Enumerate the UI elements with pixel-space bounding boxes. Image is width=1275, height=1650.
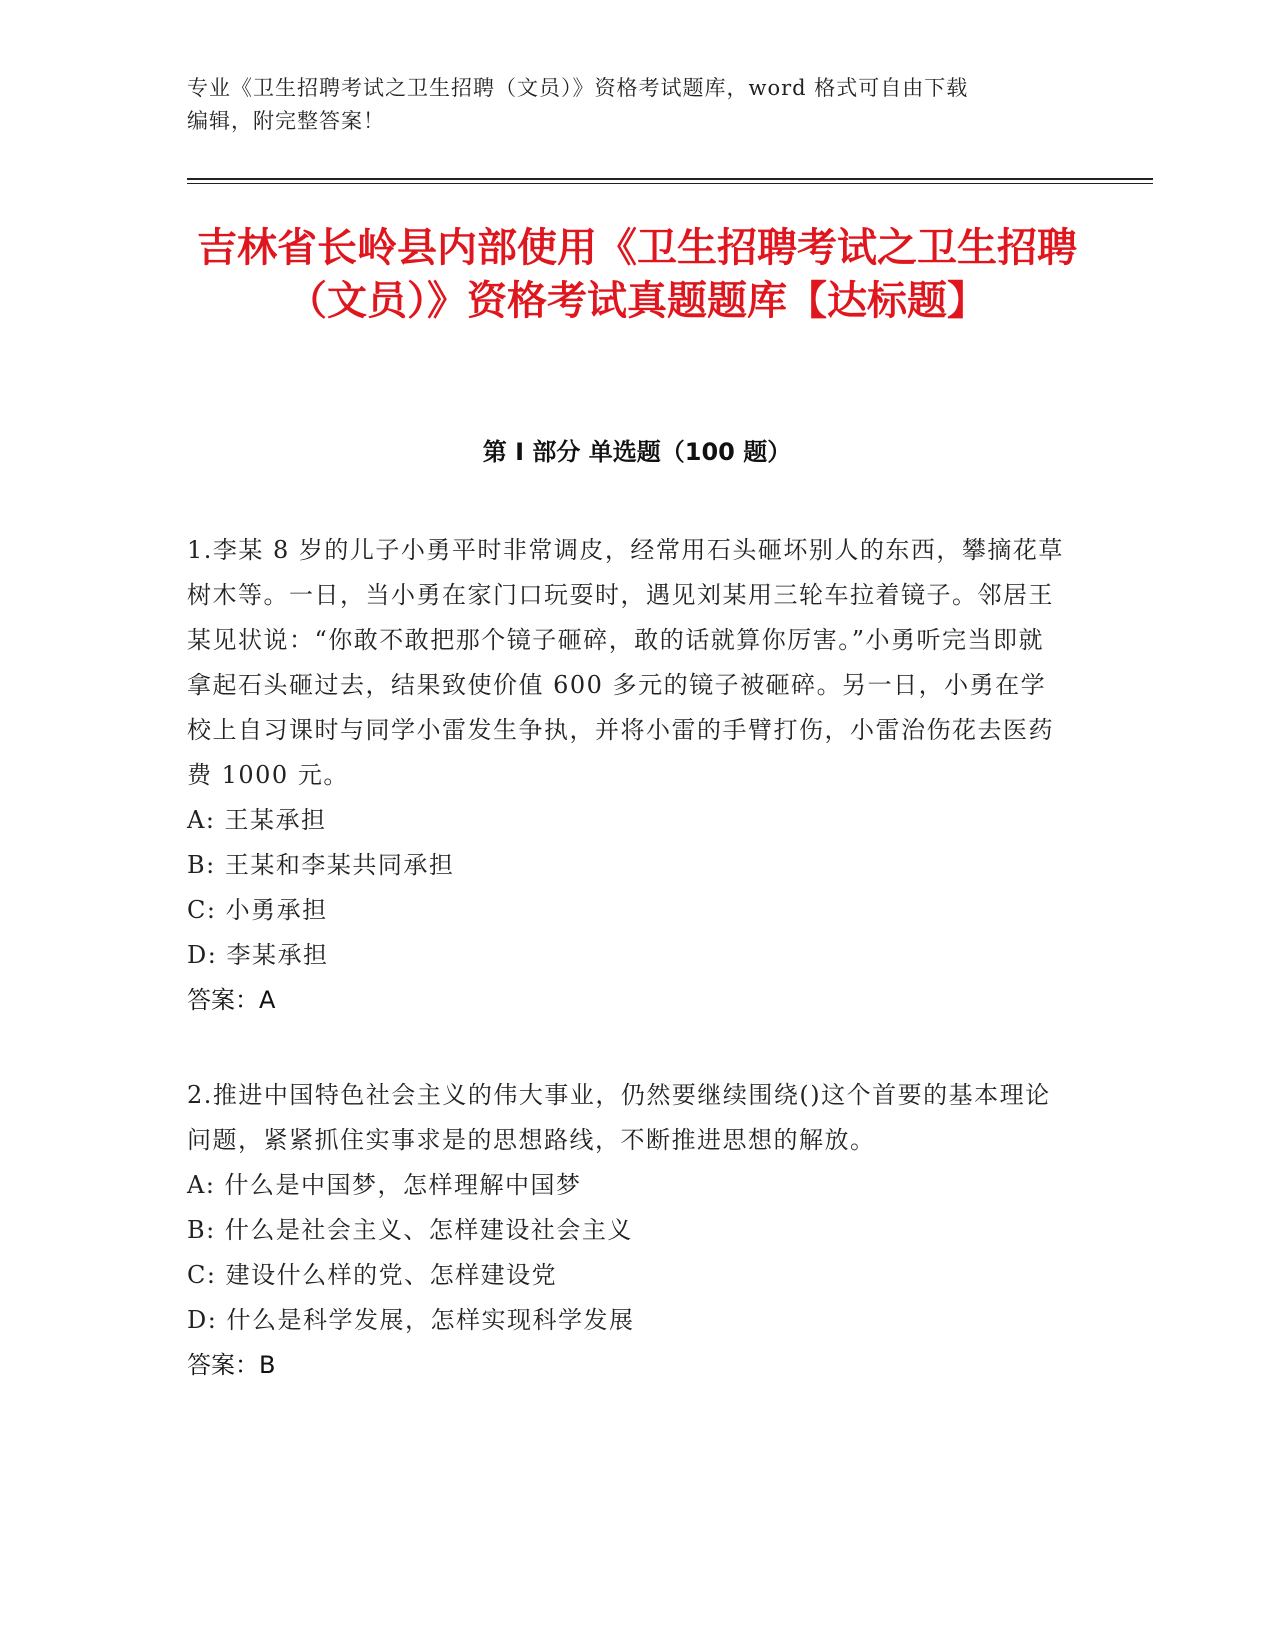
answer-line: 答案：B <box>187 1351 276 1379</box>
option-a: A: 什么是中国梦，怎样理解中国梦 <box>187 1171 582 1199</box>
option-list <box>187 1163 1067 1343</box>
option-a: A: 王某承担 <box>187 806 327 834</box>
question-1 <box>187 528 1067 1023</box>
option-b: B: 王某和李某共同承担 <box>187 851 455 879</box>
option-c: C: 建设什么样的党、怎样建设党 <box>187 1261 558 1289</box>
header-rule-thick <box>187 178 1153 180</box>
answer-line: 答案：A <box>187 986 276 1014</box>
header-note-line-1: 专业《卫生招聘考试之卫生招聘（文员）》资格考试题库，word 格式可自由下载 <box>187 76 969 100</box>
header-note-line-2: 编辑，附完整答案！ <box>187 109 385 133</box>
question-stem: 2.推进中国特色社会主义的伟大事业，仍然要继续围绕()这个首要的基本理论问题，紧紧抓住实事求是的思想路线，不断推进思想的解放。 <box>187 1081 1051 1154</box>
section-heading: 第 I 部分 单选题（100 题） <box>482 438 792 466</box>
option-d: D: 李某承担 <box>187 941 329 969</box>
header-note <box>187 72 1087 138</box>
document-title: 吉林省长岭县内部使用《卫生招聘考试之卫生招聘（文员）》资格考试真题题库【达标题】 <box>197 225 1077 324</box>
header-rule-thin <box>187 183 1153 184</box>
option-c: C: 小勇承担 <box>187 896 328 924</box>
question-stem: 1.李某 8 岁的儿子小勇平时非常调皮，经常用石头砸坏别人的东西，攀摘花草树木等。一日，当小勇在家门口玩耍时，遇见刘某用三轮车拉着镜子。邻居王某见状说：“你敢不敢把那个镜子砸碎，敢的话就算你厉害。”小勇听完当即就拿起石头砸过去，结果致使价值 600 多元的镜子被砸碎。另一日，小勇在学校上自习课时与同学小雷发生争执，并将小雷的手臂打伤，小雷治伤花去医药费 1000 元。 <box>187 536 1064 789</box>
option-d: D: 什么是科学发展，怎样实现科学发展 <box>187 1306 635 1334</box>
option-list <box>187 798 1067 978</box>
option-b: B: 什么是社会主义、怎样建设社会主义 <box>187 1216 633 1244</box>
question-2 <box>187 1073 1067 1388</box>
